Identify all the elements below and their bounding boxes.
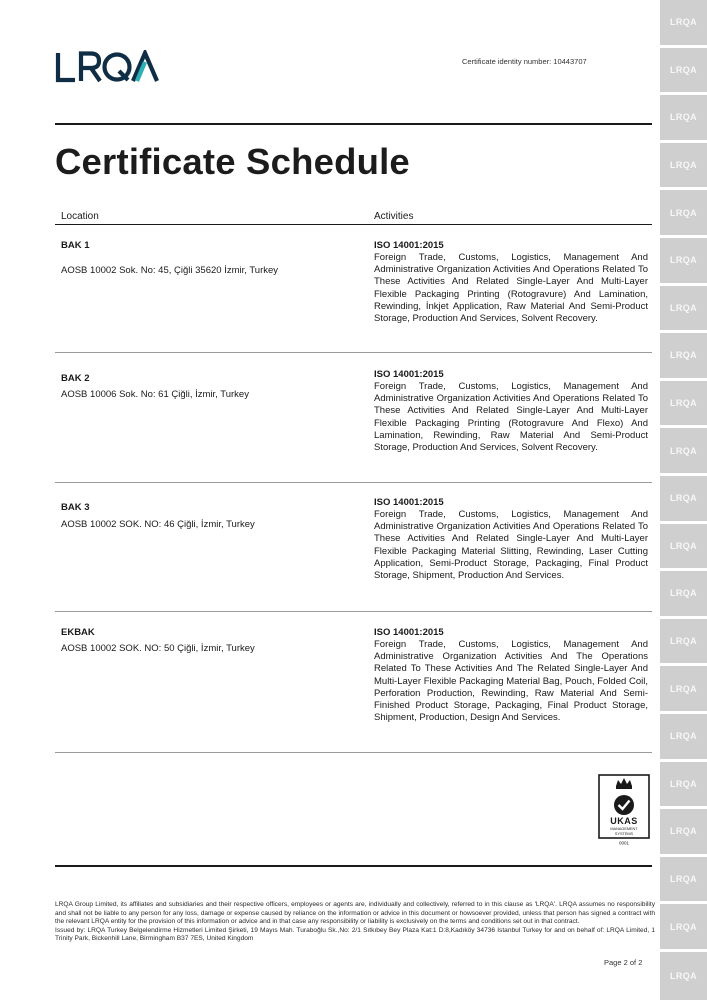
- issued-by-text: Issued by: LRQA Turkey Belgelendirme Hizmetleri Limited Şirketi, 19 Mayıs Mah. Turaboğlu Sk.,No: 2/1 Sıtkıbey Bey Plaza Kat:1 D:8,Kadıköy 34736 Istanbul Turkey for and on behalf of: LRQA Limited, 1 Trinity Park, Bickenhill Lane, Birmingham B37 7ES, United Kingdom: [55, 926, 655, 943]
- sidebar-logo-text: LRQA: [669, 64, 698, 75]
- standard-label: ISO 14001:2015: [374, 497, 444, 508]
- ukas-subtitle: MANAGEMENT: [610, 827, 638, 831]
- activities-text: Foreign Trade, Customs, Logistics, Management And Administrative Organization Activities And Operations Related To These Activities And Related Single-Layer And Multi-Layer Flexible Packaging Printing (Rotogravure) And Lamination, Rewinding, İnkjet Application, Raw Material And Semi-Product Storage, Production And Services, Solvent Recovery.: [374, 252, 648, 325]
- ukas-accreditation-mark: [598, 774, 650, 846]
- column-header-activities: Activities: [374, 211, 414, 222]
- sidebar-logo-text: LRQA: [669, 160, 698, 171]
- footer-rule: [55, 865, 652, 867]
- row-divider: [55, 611, 652, 612]
- sidebar-logo-text: LRQA: [669, 112, 698, 123]
- location-address: AOSB 10002 Sok. No: 45, Çiğli 35620 İzmir, Turkey: [61, 265, 279, 276]
- sidebar-logo-tile: [660, 286, 707, 331]
- sidebar-logo-tile: [660, 809, 707, 854]
- certificate-id: Certificate identity number: 10443707: [462, 57, 587, 66]
- sidebar-logo-tile: [660, 238, 707, 283]
- row-divider: [55, 752, 652, 753]
- sidebar-logo-text: LRQA: [669, 826, 698, 837]
- standard-label: ISO 14001:2015: [374, 369, 444, 380]
- row-divider: [55, 352, 652, 353]
- sidebar-logo-tile: [660, 143, 707, 188]
- sidebar-logo-tile: [660, 476, 707, 521]
- ukas-name: UKAS: [610, 816, 638, 826]
- header-rule: [55, 123, 652, 125]
- activities-text: Foreign Trade, Customs, Logistics, Management And Administrative Organization Activities And Operations Related To These Activities And Related Single-Layer And Multi-Layer Flexible Packaging Printing (Rotogravure And Flexo) And Lamination, Rewinding, Raw Material And Semi-Product Storage, Production And Services, Solvent Recovery.: [374, 381, 648, 454]
- sidebar-logo-tile: [660, 381, 707, 426]
- sidebar-logo-text: LRQA: [669, 683, 698, 694]
- sidebar-logo-text: LRQA: [669, 17, 698, 28]
- sidebar-logo-text: LRQA: [669, 398, 698, 409]
- location-address: AOSB 10002 SOK. NO: 46 Çiğli, İzmir, Turkey: [61, 519, 255, 530]
- sidebar-logo-tile: [660, 571, 707, 616]
- location-name: EKBAK: [61, 627, 95, 638]
- sidebar-logo-text: LRQA: [669, 588, 698, 599]
- location-name: BAK 1: [61, 240, 90, 251]
- location-address: AOSB 10006 Sok. No: 61 Çiğli, İzmir, Turkey: [61, 389, 249, 400]
- disclaimer-text: LRQA Group Limited, its affiliates and subsidiaries and their respective officers, employees or agents are, individually and collectively, referred to in this clause as 'LRQA'. LRQA assumes no responsibility and shall not be liable to any person for any loss, damage or expense caused by reliance on the information or advice in this document or howsoever provided, unless that person has signed a contract with the relevant LRQA entity for the provision of this information or advice and in that case any responsibility or liability is exclusively on the terms and conditions set out in that contract.: [55, 901, 655, 926]
- sidebar-logo-text: LRQA: [669, 493, 698, 504]
- location-address: AOSB 10002 SOK. NO: 50 Çiğli, İzmir, Turkey: [61, 643, 255, 654]
- sidebar-strip: [660, 0, 707, 1000]
- sidebar-logo-text: LRQA: [669, 207, 698, 218]
- sidebar-logo-tile: [660, 857, 707, 902]
- sidebar-logo-tile: [660, 619, 707, 664]
- standard-label: ISO 14001:2015: [374, 240, 444, 251]
- sidebar-logo-text: LRQA: [669, 255, 698, 266]
- activities-text: Foreign Trade, Customs, Logistics, Management And Administrative Organization Activities And The Operations Related To These Activities And The Related Single-Layer And Multi-Layer Flexible Packaging Material Bag, Pouch, Folded Coil, Perforation Production, Rewinding, Raw Material And Semi-Finished Product Storage, Packaging, Final Product Storage, Shipment, Production, Design And Services.: [374, 639, 648, 724]
- footer-disclaimer: [55, 901, 655, 944]
- ukas-number: 0001: [618, 840, 630, 846]
- sidebar-logo-tile: [660, 714, 707, 759]
- sidebar-logo-tile: [660, 428, 707, 473]
- sidebar-logo-text: LRQA: [669, 971, 698, 981]
- sidebar-logo-tile: [660, 524, 707, 569]
- lrqa-logo: [55, 50, 163, 84]
- sidebar-logo-text: LRQA: [669, 302, 698, 313]
- sidebar-logo-tile: [660, 190, 707, 235]
- activities-text: Foreign Trade, Customs, Logistics, Management And Administrative Organization Activities And Operations Related To These Activities And Related Single-Layer And Multi-Layer Flexible Packaging Material Slitting, Rewinding, Laser Cutting Application, Semi-Product Storage, Packaging, Final Product Storage, Shipment, Production And Services.: [374, 509, 648, 582]
- sidebar-logo-text: LRQA: [669, 778, 698, 789]
- page-number: Page 2 of 2: [604, 958, 643, 967]
- sidebar-logo-text: LRQA: [669, 874, 698, 885]
- page-title: Certificate Schedule: [55, 141, 410, 182]
- location-name: BAK 3: [61, 502, 90, 513]
- sidebar-logo-tile: [660, 333, 707, 378]
- sidebar-logo-text: LRQA: [669, 921, 698, 932]
- location-name: BAK 2: [61, 373, 90, 384]
- table-header-rule: [55, 224, 652, 225]
- ukas-subtitle: SYSTEMS: [614, 832, 634, 836]
- sidebar-logo-tile: [660, 666, 707, 711]
- sidebar-logo-text: LRQA: [669, 445, 698, 456]
- sidebar-logo-text: LRQA: [669, 731, 698, 742]
- sidebar-logo-tile: [660, 0, 707, 45]
- sidebar-logo-tile: [660, 48, 707, 93]
- sidebar-logo-text: LRQA: [669, 350, 698, 361]
- standard-label: ISO 14001:2015: [374, 627, 444, 638]
- sidebar-logo-tile: [660, 762, 707, 807]
- sidebar-logo-tile: [660, 952, 707, 1000]
- sidebar-logo-tile: [660, 904, 707, 949]
- sidebar-logo-text: LRQA: [669, 636, 698, 647]
- sidebar-logo-text: LRQA: [669, 540, 698, 551]
- column-header-location: Location: [61, 211, 99, 222]
- sidebar-logo-tile: [660, 95, 707, 140]
- row-divider: [55, 482, 652, 483]
